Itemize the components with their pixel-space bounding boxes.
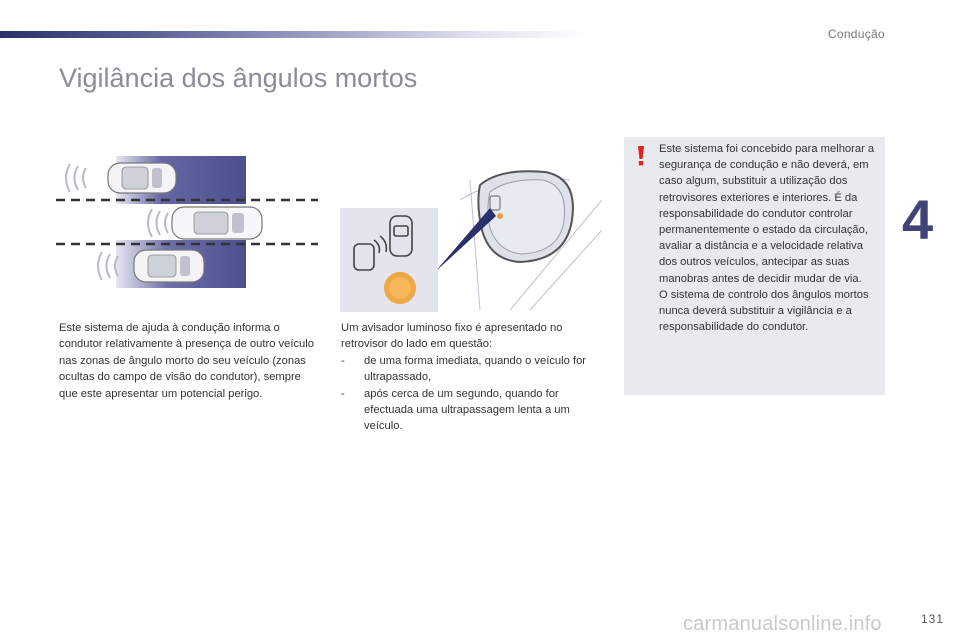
page-number: 131 [920, 612, 944, 626]
exclamation-icon [634, 145, 648, 167]
warning-text: Este sistema foi concebido para melhorar a segurança de condução e não deverá, em caso algum, substituir a utilização dos retrovisores exteriores e interiores. É da responsabilidade do condutor controlar permanentemente o estado da circulação, avaliar a distância e a velocidade relativa dos outros veículos, antecipar as suas manobras antes de decidir mudar de via. O sistema de controlo dos ângulos mortos nunca deverá substituir a vigilância e a responsabilidade do condutor. [659, 143, 875, 334]
intro-paragraph: Este sistema de ajuda à condução informa o condutor relativamente à presença de outro veículo nas zonas de ângulo morto do seu veículo (zonas ocultas do campo de visão do condutor), sempre que este apresentar um potencial perigo. [59, 322, 314, 400]
page-title: Vigilância dos ângulos mortos [59, 63, 418, 93]
indicator-list [341, 353, 601, 435]
header-bar [0, 31, 590, 38]
list-item: - após cerca de um segundo, quando for efectuada uma ultrapassagem lenta a um veículo. [341, 386, 601, 435]
car-center-icon [172, 207, 262, 239]
car-top-icon [108, 163, 176, 193]
watermark: carmanualsonline.info [683, 613, 882, 635]
indicator-paragraph [341, 320, 601, 435]
indicator-text: Um avisador luminoso fixo é apresentado no retrovisor do lado em questão: [341, 322, 563, 351]
mirror-indicator-diagram [340, 160, 602, 312]
list-item: - de uma forma imediata, quando o veículo for ultrapassado, [341, 353, 601, 386]
blind-spot-diagram [56, 150, 318, 295]
chapter-number: 4 [902, 188, 934, 251]
car-bottom-icon [134, 250, 204, 282]
section-title: Condução [827, 27, 885, 41]
warning-box [624, 137, 885, 395]
